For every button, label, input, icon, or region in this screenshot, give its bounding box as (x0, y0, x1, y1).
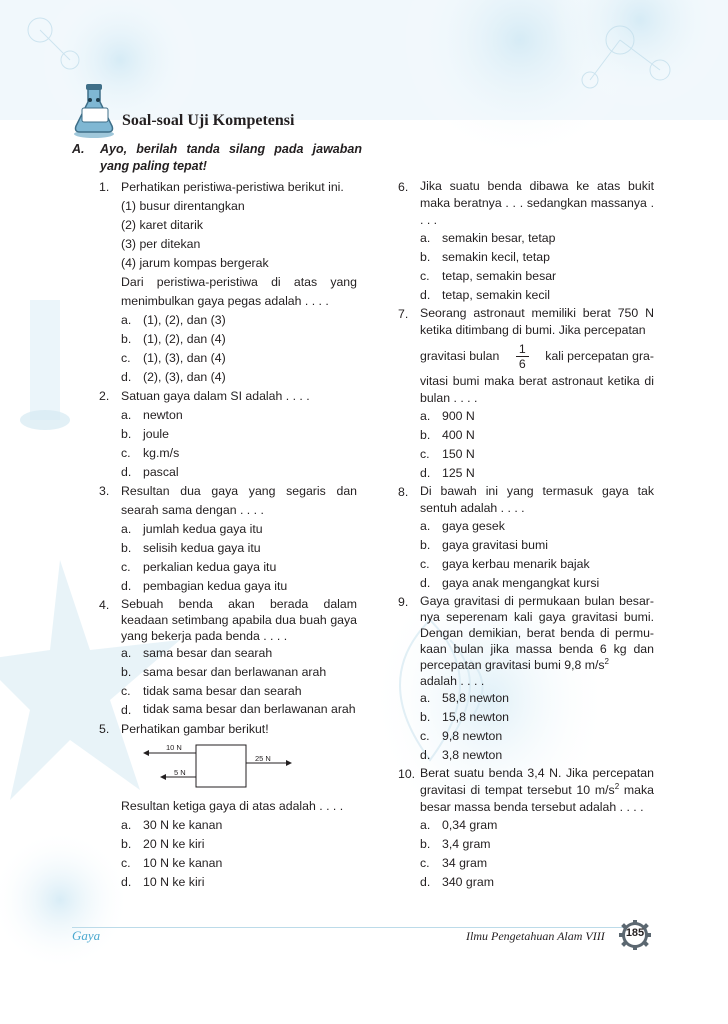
question-7 (398, 305, 654, 483)
option-d[interactable]: d. gaya anak mengangkat kursi (420, 576, 600, 590)
question-text: Resultan dua gaya yang segaris dan searah sama dengan . . . . (121, 484, 357, 517)
option-d[interactable]: d. 125 N (420, 466, 475, 480)
option-b[interactable]: b. sama besar dan berlawanan arah (121, 665, 327, 679)
footer-chapter: Gaya (72, 928, 101, 943)
force-diagram-arrows (121, 739, 321, 797)
right-column (398, 178, 654, 892)
force-label-10n: 10 N (166, 743, 182, 752)
instruction (72, 141, 362, 175)
option-c[interactable]: c. perkalian kedua gaya itu (121, 560, 277, 574)
question-text: Sebuah benda akan berada dalam keadaan setimbang apabila dua buah gaya yang bekerja pada benda . . . . (121, 597, 357, 643)
option-a[interactable]: a. 58,8 newton (420, 691, 510, 705)
question-number: 9. (398, 595, 409, 609)
option-c[interactable]: c. tidak sama besar dan searah (121, 684, 302, 698)
section-title: Soal-soal Uji Kompetensi (122, 112, 295, 129)
question-number: 6. (398, 180, 409, 194)
force-diagram (121, 739, 357, 797)
question-text: Perhatikan gambar berikut! (121, 722, 269, 736)
question-number: 7. (398, 307, 409, 321)
question-text-fraction-line: gravitasi bulan $\frac{1}{6}$ kali percepatan gra- (420, 341, 654, 371)
item-3: (3) per ditekan (121, 237, 201, 251)
question-4 (99, 596, 357, 720)
option-a[interactable]: a. sama besar dan searah (121, 646, 273, 660)
question-number: 4. (99, 598, 110, 612)
option-b[interactable]: b. semakin kecil, tetap (420, 250, 550, 264)
question-number: 1. (99, 180, 110, 194)
option-d[interactable]: d. tetap, semakin kecil (420, 288, 550, 302)
option-b[interactable]: b. joule (121, 427, 169, 441)
question-number: 10. (398, 767, 416, 781)
option-c[interactable]: c. 10 N ke kanan (121, 856, 223, 870)
footer-rule (72, 927, 642, 928)
option-a[interactable]: a. 0,34 gram (420, 818, 498, 832)
option-b[interactable]: b. 3,4 gram (420, 837, 491, 851)
force-label-25n: 25 N (255, 754, 271, 763)
question-text: Di bawah ini yang termasuk gaya tak sentuh adalah . . . . (420, 484, 654, 515)
option-c[interactable]: c. 34 gram (420, 856, 488, 870)
question-text-2: Dari peristiwa-peristiwa di atas yang menimbulkan gaya pegas adalah . . . . (121, 275, 357, 308)
question-text: Seorang astronaut memiliki berat 750 N ketika ditimbang di bumi. Jika percepatan (420, 306, 654, 337)
option-d[interactable]: d. 340 gram (420, 875, 494, 889)
question-5 (99, 720, 357, 892)
option-b[interactable]: b. 20 N ke kiri (121, 837, 205, 851)
item-4: (4) jarum kompas bergerak (121, 256, 269, 270)
option-d[interactable]: d. tidak sama besar dan berlawanan arah (121, 702, 356, 717)
question-number: 8. (398, 485, 409, 499)
option-c[interactable]: c. gaya kerbau menarik bajak (420, 557, 590, 571)
page-number: 185 (625, 927, 645, 939)
option-b[interactable]: b. 400 N (420, 428, 475, 442)
question-text: Gaya gravitasi di permukaan bulan besar-nya seperenam kali gaya gravitasi bumi. Dengan demikian, berat benda di permu-kaan bulan jika massa benda 6 kg dan percepatan gravitasi bumi 9,8 $m/s^2$ (420, 594, 654, 672)
page-number-badge (614, 920, 656, 950)
option-d[interactable]: d. (2), (3), dan (4) (121, 370, 226, 384)
option-c[interactable]: c. tetap, semakin besar (420, 269, 557, 283)
question-text-end: adalah . . . . (420, 674, 485, 688)
question-10 (398, 765, 654, 892)
question-number: 3. (99, 484, 110, 498)
footer-book-title: Ilmu Pengetahuan Alam VIII (466, 929, 605, 943)
option-d[interactable]: d. 3,8 newton (420, 748, 503, 762)
option-b[interactable]: b. gaya gravitasi bumi (420, 538, 548, 552)
option-a[interactable]: a. 900 N (420, 409, 475, 423)
question-number: 5. (99, 722, 110, 736)
question-2 (99, 387, 357, 482)
question-text: Satuan gaya dalam SI adalah . . . . (121, 389, 310, 403)
flask-mascot-icon (68, 80, 120, 140)
option-c[interactable]: c. 9,8 newton (420, 729, 503, 743)
option-a[interactable]: a. (1), (2), dan (3) (121, 313, 226, 327)
question-6 (398, 178, 654, 305)
option-b[interactable]: b. selisih kedua gaya itu (121, 541, 261, 555)
question-1 (99, 178, 357, 387)
option-d[interactable]: d. pascal (121, 465, 179, 479)
question-text: Jika suatu benda dibawa ke atas bukit maka beratnya . . . sedangkan massanya . . . . (420, 179, 654, 227)
instruction-text: Ayo, berilah tanda silang pada jawaban yang paling tepat! (100, 142, 362, 173)
option-c[interactable]: c. kg.m/s (121, 446, 180, 460)
option-b[interactable]: b. (1), (2), dan (4) (121, 332, 226, 346)
question-text-2: vitasi bumi maka berat astronaut ketika di bulan . . . . (420, 374, 654, 405)
question-text: Berat suatu benda 3,4 N. Jika percepatan gravitasi di tempat tersebut 10 $m/s^2$ maka besar massa benda tersebut adalah . . . . (420, 766, 654, 814)
option-c[interactable]: c. (1), (3), dan (4) (121, 351, 226, 365)
item-2: (2) karet ditarik (121, 218, 204, 232)
left-column (99, 178, 357, 892)
option-b[interactable]: b. 15,8 newton (420, 710, 510, 724)
option-a[interactable]: a. gaya gesek (420, 519, 505, 533)
option-d[interactable]: d. pembagian kedua gaya itu (121, 579, 288, 593)
option-d[interactable]: d. 10 N ke kiri (121, 875, 205, 889)
question-text-2: Resultan ketiga gaya di atas adalah . . . . (121, 799, 344, 813)
question-number: 2. (99, 389, 110, 403)
question-9 (398, 593, 654, 765)
question-8 (398, 483, 654, 593)
option-a[interactable]: a. 30 N ke kanan (121, 818, 223, 832)
option-a[interactable]: a. jumlah kedua gaya itu (121, 522, 263, 536)
force-label-5n: 5 N (174, 768, 186, 777)
question-text: Perhatikan peristiwa-peristiwa berikut ini. (121, 180, 344, 194)
item-1: (1) busur direntangkan (121, 199, 245, 213)
section-letter: A. (72, 142, 85, 156)
option-a[interactable]: a. newton (121, 408, 183, 422)
option-c[interactable]: c. 150 N (420, 447, 475, 461)
question-3 (99, 482, 357, 596)
option-a[interactable]: a. semakin besar, tetap (420, 231, 556, 245)
fraction-one-sixth: $\frac{1}{6}$ (516, 342, 529, 371)
